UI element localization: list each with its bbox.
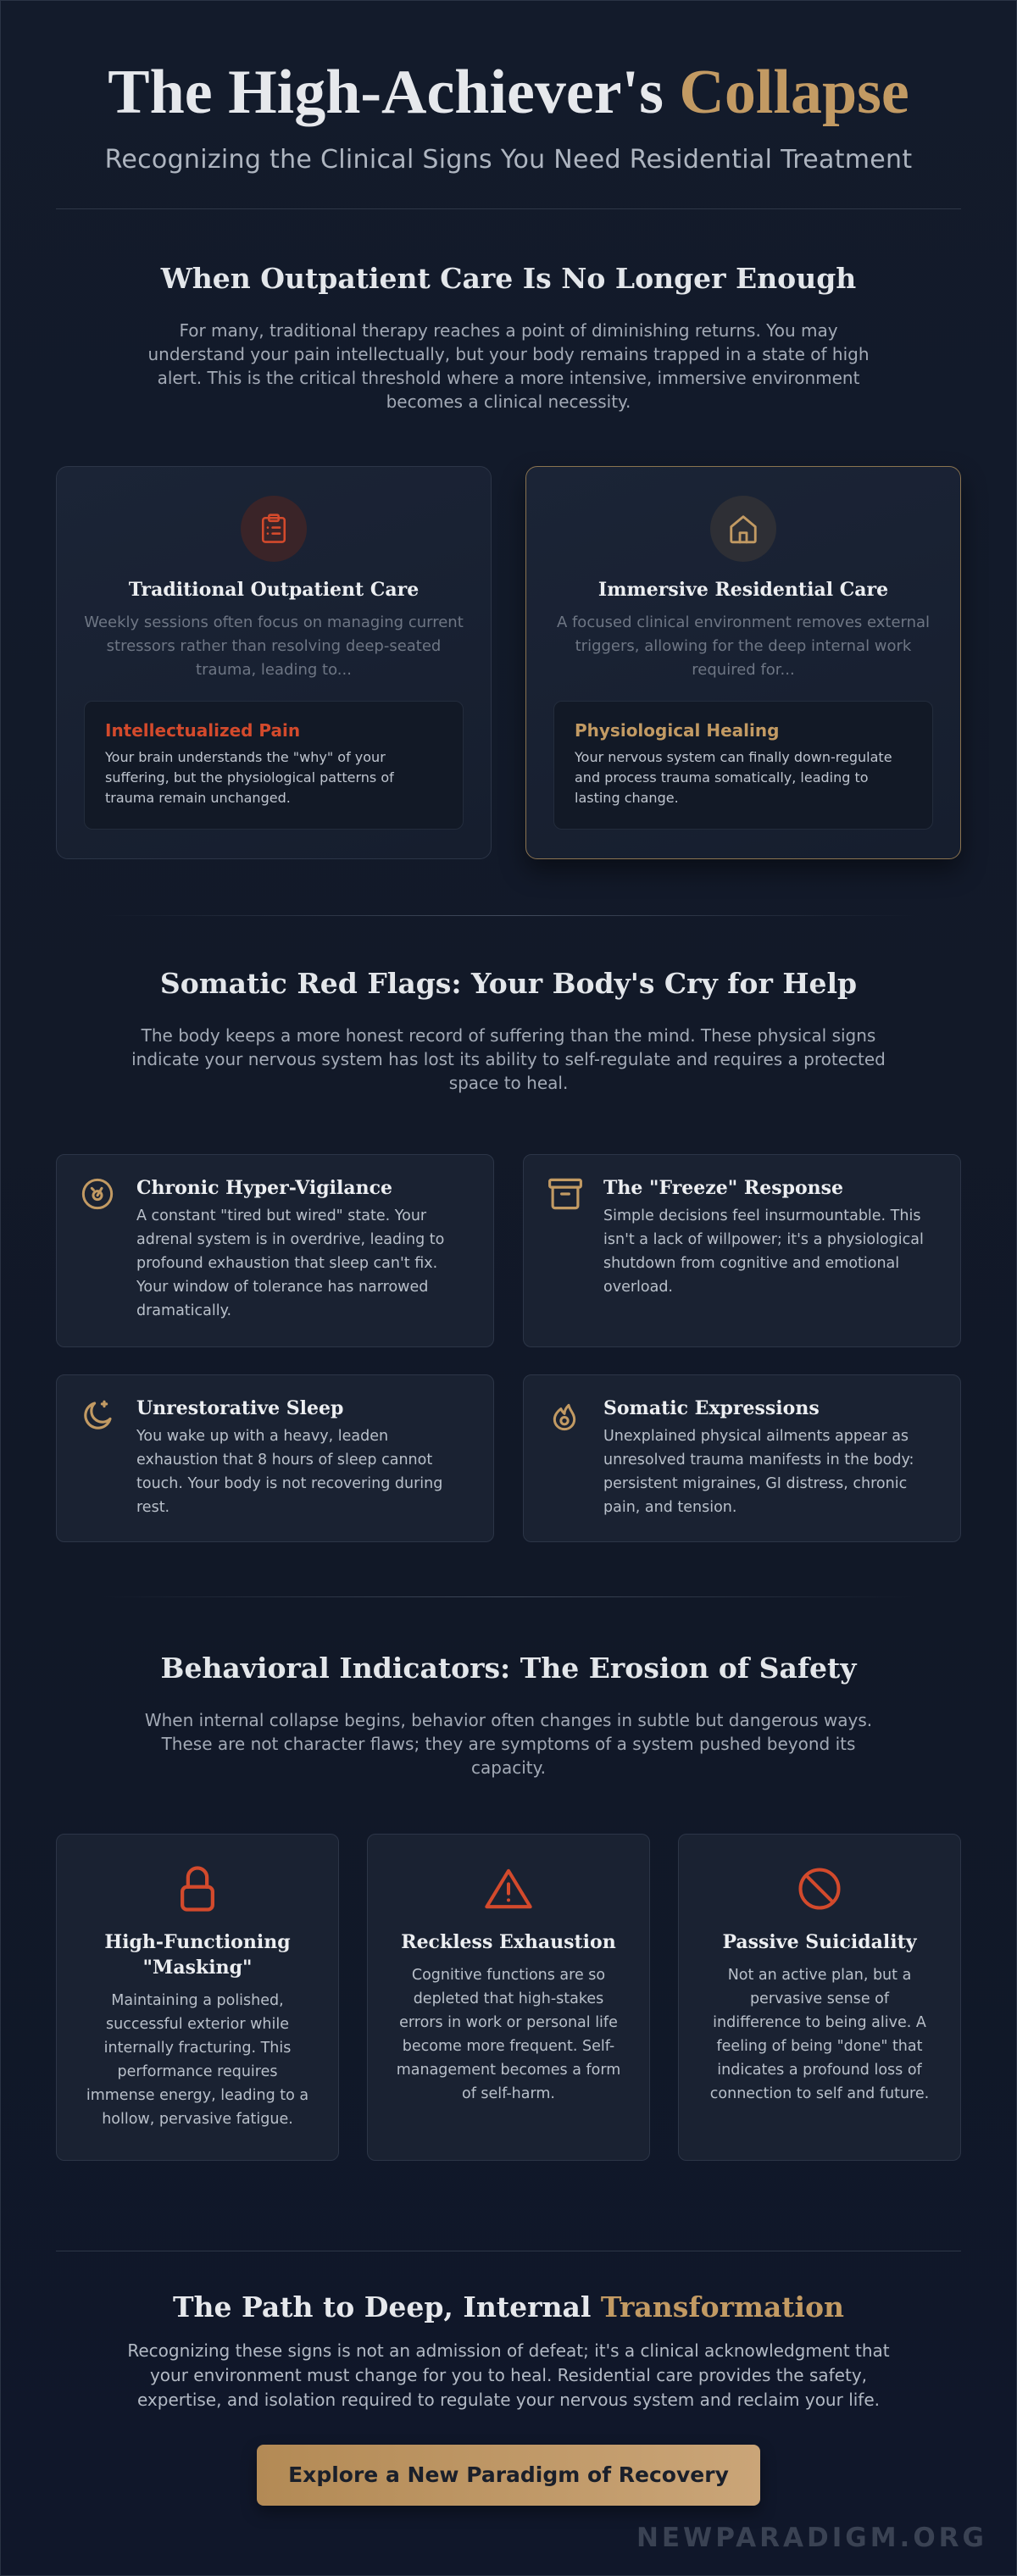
hero xyxy=(1,1,1016,175)
result-text: Your nervous system can finally down-regulate and process trauma somatically, leading to lasting change. xyxy=(575,748,892,806)
indicator-text: Cognitive functions are so depleted that high-stakes errors in work or personal life become more frequent. Self-management becomes a form of self-harm. xyxy=(396,1966,621,2102)
site-watermark: NEWPARADIGM.ORG xyxy=(636,2523,987,2553)
card-immersive-residential xyxy=(525,466,961,859)
card-title: Immersive Residential Care xyxy=(597,578,889,601)
flag-card xyxy=(56,1374,494,1542)
page-subtitle: Recognizing the Clinical Signs You Need Residential Treatment xyxy=(104,144,913,175)
page-title xyxy=(1,60,1016,126)
clipboard-icon xyxy=(241,496,307,562)
indicator-title: Reckless Exhaustion xyxy=(401,1930,616,1953)
gauge-icon xyxy=(81,1177,118,1324)
result-text: Your brain understands the "why" of your suffering, but the physiological patterns of trauma remain unchanged. xyxy=(105,748,394,806)
flag-text: You wake up with a heavy, leaden exhaustion that 8 hours of sleep cannot touch. Your body is not recovering during rest. xyxy=(136,1427,443,1516)
result-title: Physiological Healing xyxy=(575,719,780,741)
outpatient-section xyxy=(56,209,961,859)
flag-title: Somatic Expressions xyxy=(603,1396,820,1419)
indicator-card xyxy=(56,1834,339,2161)
moon-icon xyxy=(81,1397,118,1519)
indicator-card xyxy=(678,1834,961,2161)
prohibited-icon xyxy=(704,1863,935,1914)
flag-text: A constant "tired but wired" state. Your adrenal system is in overdrive, leading to profound exhaustion that sleep can't fix. Your window of tolerance has narrowed dramatically. xyxy=(136,1207,445,1319)
card-description: A focused clinical environment removes external triggers, allowing for the deep internal work required for... xyxy=(556,613,931,679)
result-box xyxy=(84,701,464,830)
card-title: Traditional Outpatient Care xyxy=(128,578,420,601)
warning-triangle-icon xyxy=(393,1863,624,1914)
indicator-text: Not an active plan, but a pervasive sense of indifference to being alive. A feeling of being "done" that indicates a profound loss of connection to self and future. xyxy=(709,1966,930,2102)
flag-title: Unrestorative Sleep xyxy=(136,1396,344,1419)
somatic-grid xyxy=(56,1154,961,1542)
title-main: The High-Achiever's xyxy=(108,58,664,127)
behavioral-lead: When internal collapse begins, behavior often changes in subtle but dangerous ways. These are not character flaws; they are symptoms of a system pushed beyond its capacity. xyxy=(144,1709,873,1778)
title-accent: Collapse xyxy=(679,58,909,127)
somatic-section xyxy=(56,916,961,1542)
card-description: Weekly sessions often focus on managing current stressors rather than resolving deep-seated trauma, leading to... xyxy=(84,613,464,679)
somatic-title: Somatic Red Flags: Your Body's Cry for Help xyxy=(159,966,858,1000)
outpatient-lead: For many, traditional therapy reaches a point of diminishing returns. You may understand your pain intellectually, but your body remains trapped in a state of high alert. This is the critical threshold where a more intensive, immersive environment becomes a clinical necessity. xyxy=(147,319,870,412)
indicator-text: Maintaining a polished, successful exterior while internally fracturing. This performance requires immense energy, leading to a hollow, pervasive fatigue. xyxy=(86,1991,309,2128)
indicator-title: High-Functioning "Masking" xyxy=(104,1930,291,1979)
result-box xyxy=(553,701,933,830)
cta-title xyxy=(56,2290,961,2323)
flag-card xyxy=(523,1154,961,1347)
outpatient-title: When Outpatient Care Is No Longer Enough xyxy=(160,261,857,295)
cta-section xyxy=(56,2251,961,2506)
indicator-title: Passive Suicidality xyxy=(722,1930,917,1953)
behavioral-section xyxy=(56,1597,961,2161)
explore-recovery-button[interactable]: Explore a New Paradigm of Recovery xyxy=(257,2445,760,2506)
care-comparison xyxy=(56,466,961,859)
result-title: Intellectualized Pain xyxy=(105,719,301,741)
somatic-lead: The body keeps a more honest record of suffering than the mind. These physical signs indicate your nervous system has lost its ability to self-regulate and requires a protected space to heal. xyxy=(131,1024,886,1093)
cta-title-main: The Path to Deep, Internal xyxy=(172,2290,592,2323)
flag-title: Chronic Hyper-Vigilance xyxy=(136,1176,393,1199)
lock-icon xyxy=(82,1863,313,1914)
card-traditional-outpatient xyxy=(56,466,492,859)
flag-text: Simple decisions feel insurmountable. This isn't a lack of willpower; it's a physiological shutdown from cognitive and emotional overload. xyxy=(603,1207,924,1296)
flag-card xyxy=(523,1374,961,1542)
flame-icon xyxy=(547,1397,585,1519)
archive-box-icon xyxy=(547,1177,585,1324)
cta-title-accent: Transformation xyxy=(600,2290,845,2323)
behavioral-grid xyxy=(56,1834,961,2161)
indicator-card xyxy=(367,1834,650,2161)
flag-title: The "Freeze" Response xyxy=(603,1176,844,1199)
flag-card xyxy=(56,1154,494,1347)
cta-text: Recognizing these signs is not an admission of defeat; it's a clinical acknowledgment that your environment must change for you to heal. Residential care provides the safety, expertise, and isolation required to regulate your nervous system and reclaim your life. xyxy=(127,2340,890,2410)
behavioral-title: Behavioral Indicators: The Erosion of Safety xyxy=(160,1651,857,1685)
home-icon xyxy=(710,496,776,562)
flag-text: Unexplained physical ailments appear as unresolved trauma manifests in the body: persistent migraines, GI distress, chronic pain, and tension. xyxy=(603,1427,914,1516)
